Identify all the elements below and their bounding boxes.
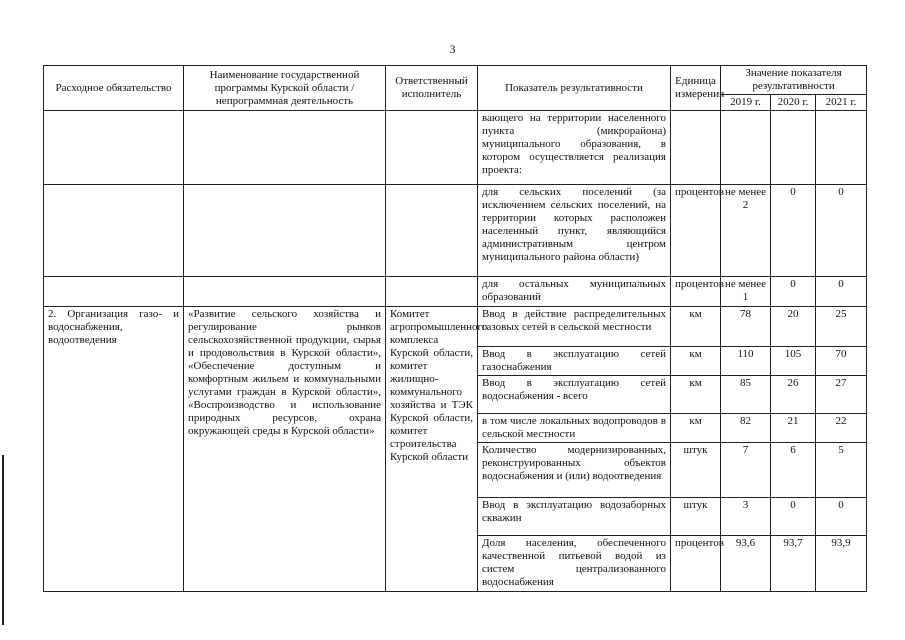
unit-cell: процентов bbox=[671, 277, 721, 307]
table-row bbox=[44, 277, 867, 307]
value-2020-cell: 0 bbox=[771, 277, 816, 307]
value-2021-cell: 0 bbox=[816, 498, 867, 536]
unit-cell: км bbox=[671, 307, 721, 347]
indicator-cell: в том числе локальных водопроводов в сельской местности bbox=[478, 414, 671, 443]
indicator-table bbox=[43, 65, 867, 592]
scan-edge-mark bbox=[2, 455, 4, 625]
value-2019-cell: не менее 1 bbox=[721, 277, 771, 307]
header-year-2021: 2021 г. bbox=[816, 95, 867, 111]
value-2021-cell: 0 bbox=[816, 277, 867, 307]
value-2019-cell bbox=[721, 111, 771, 185]
value-2020-cell: 6 bbox=[771, 443, 816, 498]
value-2021-cell: 93,9 bbox=[816, 536, 867, 592]
header-executor: Ответственный исполнитель bbox=[386, 66, 478, 111]
value-2019-cell: 110 bbox=[721, 347, 771, 376]
table-row bbox=[44, 307, 867, 347]
program-cell: «Развитие сельского хозяйства и регулирование рынков сельскохозяйственной продукции, сырья и продовольствия в Курской области», «Обеспечение доступным и комфортным жильем и коммунальными услугами граждан в Курской области», «Воспроизводство и использование природных ресурсов, охрана окружающей среды в Курской области» bbox=[184, 307, 386, 592]
obligation-cell bbox=[44, 185, 184, 277]
indicator-cell: для остальных муниципальных образований bbox=[478, 277, 671, 307]
header-obligation: Расходное обязательство bbox=[44, 66, 184, 111]
header-year-2019: 2019 г. bbox=[721, 95, 771, 111]
value-2020-cell: 93,7 bbox=[771, 536, 816, 592]
value-2020-cell: 21 bbox=[771, 414, 816, 443]
unit-cell: штук bbox=[671, 443, 721, 498]
value-2021-cell: 25 bbox=[816, 307, 867, 347]
header-value: Значение показателя результативности bbox=[721, 66, 867, 95]
unit-cell: км bbox=[671, 376, 721, 414]
value-2019-cell: 7 bbox=[721, 443, 771, 498]
table-row bbox=[44, 185, 867, 277]
value-2020-cell: 20 bbox=[771, 307, 816, 347]
value-2019-cell: 78 bbox=[721, 307, 771, 347]
header-unit: Единица измерения bbox=[671, 66, 721, 111]
obligation-cell bbox=[44, 277, 184, 307]
value-2020-cell: 0 bbox=[771, 185, 816, 277]
header-year-2020: 2020 г. bbox=[771, 95, 816, 111]
unit-cell: штук bbox=[671, 498, 721, 536]
header-program: Наименование государственной программы Курской области / непрограммная деятельность bbox=[184, 66, 386, 111]
value-2021-cell bbox=[816, 111, 867, 185]
value-2019-cell: 82 bbox=[721, 414, 771, 443]
indicator-cell: Количество модернизированных, реконструированных объектов водоснабжения и (или) водоотведения bbox=[478, 443, 671, 498]
indicator-cell: Ввод в действие распределительных газовых сетей в сельской местности bbox=[478, 307, 671, 347]
indicator-cell: для сельских поселений (за исключением сельских поселений, на территории которых расположен населенный пункт, являющийся административным центром муниципального района области) bbox=[478, 185, 671, 277]
value-2021-cell: 27 bbox=[816, 376, 867, 414]
value-2020-cell: 0 bbox=[771, 498, 816, 536]
page-number: 3 bbox=[449, 42, 456, 56]
indicator-cell: Ввод в эксплуатацию сетей водоснабжения - всего bbox=[478, 376, 671, 414]
unit-cell: км bbox=[671, 347, 721, 376]
obligation-cell bbox=[44, 111, 184, 185]
unit-cell: процентов bbox=[671, 536, 721, 592]
obligation-cell: 2. Организация газо- и водоснабжения, водоотведения bbox=[44, 307, 184, 592]
executor-cell bbox=[386, 277, 478, 307]
value-2019-cell: 85 bbox=[721, 376, 771, 414]
table-row bbox=[44, 111, 867, 185]
program-cell bbox=[184, 185, 386, 277]
value-2019-cell: 3 bbox=[721, 498, 771, 536]
value-2020-cell: 105 bbox=[771, 347, 816, 376]
value-2021-cell: 22 bbox=[816, 414, 867, 443]
value-2019-cell: 93,6 bbox=[721, 536, 771, 592]
program-cell bbox=[184, 277, 386, 307]
header-indicator: Показатель результативности bbox=[478, 66, 671, 111]
indicator-cell: Ввод в эксплуатацию водозаборных скважин bbox=[478, 498, 671, 536]
value-2020-cell bbox=[771, 111, 816, 185]
executor-cell bbox=[386, 111, 478, 185]
unit-cell: процентов bbox=[671, 185, 721, 277]
indicator-cell: Доля населения, обеспеченного качественной питьевой водой из систем централизованного водоснабжения bbox=[478, 536, 671, 592]
unit-cell: км bbox=[671, 414, 721, 443]
indicator-cell: Ввод в эксплуатацию сетей газоснабжения bbox=[478, 347, 671, 376]
value-2019-cell: не менее 2 bbox=[721, 185, 771, 277]
value-2021-cell: 0 bbox=[816, 185, 867, 277]
value-2021-cell: 70 bbox=[816, 347, 867, 376]
program-cell bbox=[184, 111, 386, 185]
value-2021-cell: 5 bbox=[816, 443, 867, 498]
executor-cell: Комитет агропромышленного комплекса Курской области, комитет жилищно-коммунального хозяйства и ТЭК Курской области, комитет строительства Курской области bbox=[386, 307, 478, 592]
indicator-cell: вающего на территории населенного пункта (микрорайона) муниципального образования, в котором осуществляется реализация проекта: bbox=[478, 111, 671, 185]
unit-cell bbox=[671, 111, 721, 185]
executor-cell bbox=[386, 185, 478, 277]
value-2020-cell: 26 bbox=[771, 376, 816, 414]
